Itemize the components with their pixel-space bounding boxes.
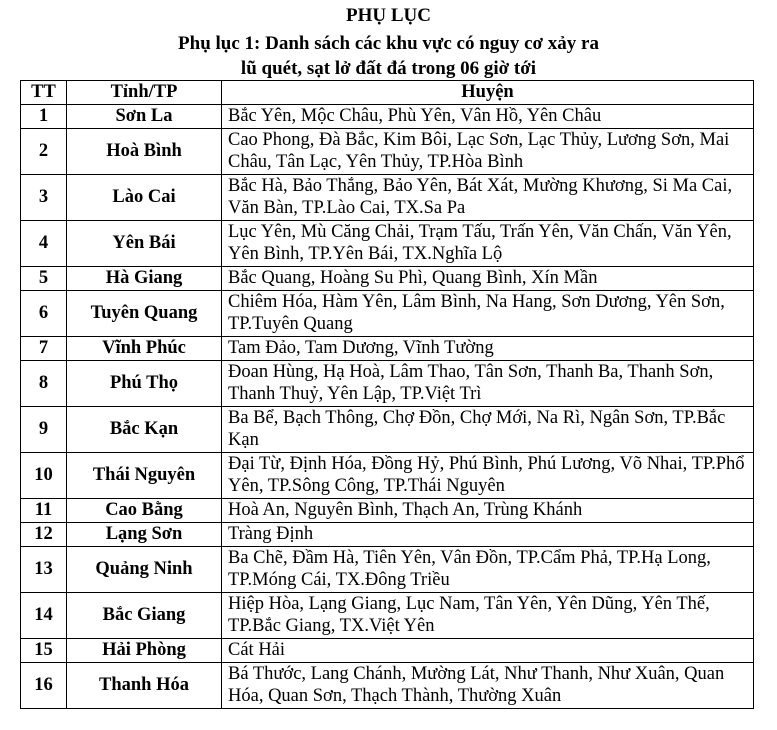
table-row	[21, 266, 754, 290]
appendix-subtitle-line-1: Phụ lục 1: Danh sách các khu vực có nguy cơ xảy ra	[178, 33, 599, 54]
row-number: 6	[21, 290, 67, 336]
row-number: 5	[21, 266, 67, 290]
district-list: Đoan Hùng, Hạ Hoà, Lâm Thao, Tân Sơn, Thanh Ba, Thanh Sơn, Thanh Thuỷ, Yên Lập, TP.Việt Trì	[222, 360, 754, 406]
district-list: Cát Hải	[222, 638, 754, 662]
district-list: Bắc Hà, Bảo Thắng, Bảo Yên, Bát Xát, Mường Khương, Si Ma Cai, Văn Bàn, TP.Lào Cai, TX.Sa Pa	[222, 174, 754, 220]
province-name: Tuyên Quang	[67, 290, 222, 336]
table-row	[21, 406, 754, 452]
province-name: Lạng Sơn	[67, 522, 222, 546]
district-list: Ba Bể, Bạch Thông, Chợ Đồn, Chợ Mới, Na Rì, Ngân Sơn, TP.Bắc Kạn	[222, 406, 754, 452]
table-row	[21, 336, 754, 360]
table-row	[21, 498, 754, 522]
province-name: Thái Nguyên	[67, 452, 222, 498]
table-row	[21, 174, 754, 220]
district-list: Hiệp Hòa, Lạng Giang, Lục Nam, Tân Yên, Yên Dũng, Yên Thế, TP.Bắc Giang, TX.Việt Yên	[222, 592, 754, 638]
table-row	[21, 290, 754, 336]
province-name: Bắc Giang	[67, 592, 222, 638]
table-row	[21, 452, 754, 498]
row-number: 9	[21, 406, 67, 452]
row-number: 11	[21, 498, 67, 522]
row-number: 14	[21, 592, 67, 638]
province-name: Phú Thọ	[67, 360, 222, 406]
district-list: Bắc Yên, Mộc Châu, Phù Yên, Vân Hồ, Yên Châu	[222, 104, 754, 128]
district-list: Đại Từ, Định Hóa, Đồng Hỷ, Phú Bình, Phú Lương, Võ Nhai, TP.Phổ Yên, TP.Sông Công, TP.Thái Nguyên	[222, 452, 754, 498]
district-list: Bá Thước, Lang Chánh, Mường Lát, Như Thanh, Như Xuân, Quan Hóa, Quan Sơn, Thạch Thành, Thường Xuân	[222, 662, 754, 708]
row-number: 3	[21, 174, 67, 220]
table-row	[21, 546, 754, 592]
table-row	[21, 220, 754, 266]
row-number: 10	[21, 452, 67, 498]
header-district: Huyện	[222, 81, 754, 105]
province-name: Yên Bái	[67, 220, 222, 266]
table-row	[21, 638, 754, 662]
row-number: 1	[21, 104, 67, 128]
province-name: Bắc Kạn	[67, 406, 222, 452]
appendix-subtitle-line-2: lũ quét, sạt lở đất đá trong 06 giờ tới	[240, 58, 537, 79]
province-name: Cao Bằng	[67, 498, 222, 522]
row-number: 4	[21, 220, 67, 266]
header-tt: TT	[21, 81, 67, 105]
header-province: Tỉnh/TP	[67, 81, 222, 105]
row-number: 13	[21, 546, 67, 592]
province-name: Sơn La	[67, 104, 222, 128]
district-list: Bắc Quang, Hoàng Su Phì, Quang Bình, Xín Mần	[222, 266, 754, 290]
table-row	[21, 128, 754, 174]
district-list: Chiêm Hóa, Hàm Yên, Lâm Bình, Na Hang, Sơn Dương, Yên Sơn, TP.Tuyên Quang	[222, 290, 754, 336]
province-name: Thanh Hóa	[67, 662, 222, 708]
row-number: 12	[21, 522, 67, 546]
district-list: Cao Phong, Đà Bắc, Kim Bôi, Lạc Sơn, Lạc Thủy, Lương Sơn, Mai Châu, Tân Lạc, Yên Thủy, TP.Hòa Bình	[222, 128, 754, 174]
table-row	[21, 522, 754, 546]
province-name: Vĩnh Phúc	[67, 336, 222, 360]
row-number: 7	[21, 336, 67, 360]
table-row	[21, 592, 754, 638]
row-number: 15	[21, 638, 67, 662]
row-number: 2	[21, 128, 67, 174]
province-name: Hà Giang	[67, 266, 222, 290]
risk-area-table	[20, 80, 754, 709]
province-name: Lào Cai	[67, 174, 222, 220]
table-header-row	[21, 81, 754, 105]
province-name: Quảng Ninh	[67, 546, 222, 592]
table-row	[21, 360, 754, 406]
district-list: Ba Chẽ, Đầm Hà, Tiên Yên, Vân Đồn, TP.Cẩm Phả, TP.Hạ Long, TP.Móng Cái, TX.Đông Triều	[222, 546, 754, 592]
row-number: 8	[21, 360, 67, 406]
row-number: 16	[21, 662, 67, 708]
district-list: Tràng Định	[222, 522, 754, 546]
province-name: Hải Phòng	[67, 638, 222, 662]
table-row	[21, 662, 754, 708]
district-list: Tam Đảo, Tam Dương, Vĩnh Tường	[222, 336, 754, 360]
page-title: PHỤ LỤC	[346, 5, 431, 26]
district-list: Hoà An, Nguyên Bình, Thạch An, Trùng Khánh	[222, 498, 754, 522]
table-row	[21, 104, 754, 128]
province-name: Hoà Bình	[67, 128, 222, 174]
district-list: Lục Yên, Mù Căng Chải, Trạm Tấu, Trấn Yên, Văn Chấn, Văn Yên, Yên Bình, TP.Yên Bái, TX.Nghĩa Lộ	[222, 220, 754, 266]
